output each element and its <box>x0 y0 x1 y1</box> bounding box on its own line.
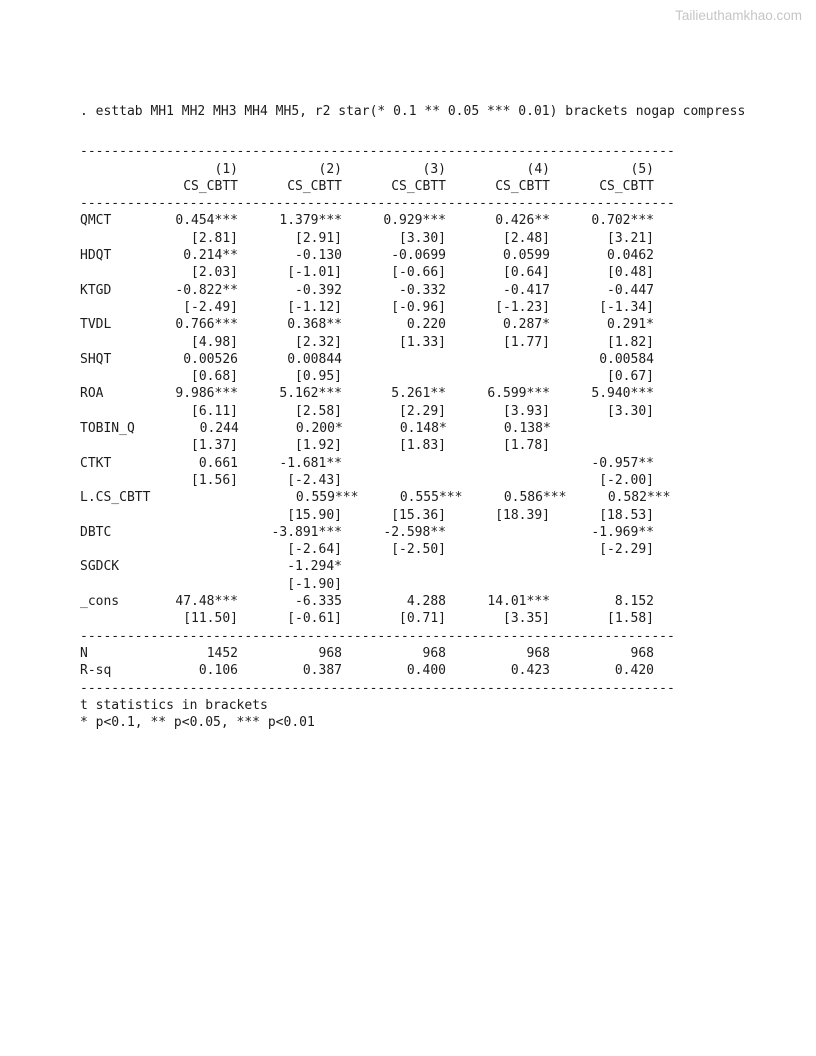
row-label: DBTC <box>80 524 112 540</box>
tstat-value: [3.35] <box>503 611 550 627</box>
coefficient-value: -1.969** <box>591 524 654 540</box>
row-label <box>80 437 134 454</box>
tstat-value <box>134 507 238 524</box>
coefficient-value <box>342 455 446 472</box>
tstat-value: [-2.29] <box>599 542 654 558</box>
stat-value: 968 <box>630 645 654 661</box>
coefficient-row <box>80 385 745 402</box>
tstat-value: [18.39] <box>495 507 550 523</box>
tstat-value <box>134 576 238 593</box>
row-label <box>80 161 134 178</box>
tstat-value: [1.82] <box>607 334 654 350</box>
row-label: QMCT <box>80 213 112 229</box>
stat-value: 0.400 <box>406 663 446 679</box>
tstat-value: [1.33] <box>399 334 446 350</box>
tstat-value: [3.21] <box>607 230 654 246</box>
coefficient-value: 0.00584 <box>599 351 654 367</box>
tstat-value: [1.77] <box>503 334 550 350</box>
tstat-row <box>80 403 745 420</box>
tstat-value <box>342 472 446 489</box>
tstat-value: [0.68] <box>191 369 238 385</box>
stata-command: . esttab MH1 MH2 MH3 MH4 MH5, r2 star(* 0.1 ** 0.05 *** 0.01) brackets nogap compress <box>80 104 746 119</box>
stat-value: 968 <box>318 645 342 661</box>
tstat-value: [4.98] <box>191 334 238 350</box>
coefficient-value: -0.130 <box>295 248 342 264</box>
coefficient-value: 9.986*** <box>175 386 238 402</box>
tstat-row <box>80 368 745 385</box>
coefficient-row <box>80 558 745 575</box>
depvar-name: CS_CBTT <box>287 178 342 194</box>
depvar-name: CS_CBTT <box>599 178 654 194</box>
tstat-value: [2.48] <box>503 230 550 246</box>
tstat-row <box>80 437 745 454</box>
tstat-value: [1.78] <box>503 438 550 454</box>
tstat-value: [11.50] <box>183 611 238 627</box>
tstat-value: [3.30] <box>399 230 446 246</box>
tstat-value: [1.37] <box>191 438 238 454</box>
coefficient-value: 0.368** <box>287 317 342 333</box>
coefficient-value: -0.332 <box>399 282 446 298</box>
coefficient-row <box>80 524 745 541</box>
coefficient-value: 0.200* <box>295 421 343 437</box>
tstat-value: [2.81] <box>191 230 238 246</box>
tstat-value <box>446 576 550 593</box>
model-number: (5) <box>630 161 654 177</box>
stat-value: 0.423 <box>510 663 550 679</box>
stat-value: 0.387 <box>302 663 342 679</box>
tstat-row <box>80 334 745 351</box>
note-significance-levels: * p<0.1, ** p<0.05, *** p<0.01 <box>80 715 315 731</box>
tstat-row <box>80 507 745 524</box>
coefficient-row <box>80 420 745 437</box>
table-body <box>80 212 745 627</box>
coefficient-value: -3.891*** <box>271 524 342 540</box>
tstat-value: [-1.34] <box>599 299 654 315</box>
tstat-value <box>446 368 550 385</box>
tstat-value <box>446 472 550 489</box>
tstat-value: [-1.12] <box>287 299 342 315</box>
coefficient-value: 0.148* <box>399 421 447 437</box>
tstat-value: [-2.50] <box>391 542 446 558</box>
row-label <box>80 230 134 247</box>
coefficient-value: 0.291* <box>607 317 654 333</box>
coefficient-value: -0.392 <box>295 282 342 298</box>
row-label: HDQT <box>80 248 112 264</box>
coefficient-value <box>446 351 550 368</box>
coefficient-value: -1.294* <box>287 559 342 575</box>
tstat-value: [3.30] <box>607 403 654 419</box>
tstat-value: [-2.43] <box>287 472 342 488</box>
stat-value: 0.106 <box>198 663 238 679</box>
model-number: (1) <box>214 161 238 177</box>
row-label <box>80 178 134 195</box>
coefficient-value <box>342 351 446 368</box>
stat-value: 1452 <box>206 645 238 661</box>
tstat-value: [-0.61] <box>287 611 342 627</box>
coefficient-value: -0.0699 <box>391 248 446 264</box>
tstat-value: [-2.49] <box>183 299 238 315</box>
tstat-value: [0.48] <box>607 265 654 281</box>
coefficient-value <box>134 558 238 575</box>
row-label: _cons <box>80 594 120 610</box>
row-label <box>80 299 134 316</box>
tstat-value <box>550 437 654 454</box>
row-label <box>80 264 134 281</box>
tstat-value <box>342 576 446 593</box>
coefficient-value: 0.555*** <box>399 490 463 506</box>
row-label <box>80 334 134 351</box>
coefficient-value: 5.261** <box>391 386 446 402</box>
coefficient-value: 6.599*** <box>487 386 550 402</box>
model-number: (3) <box>422 161 446 177</box>
coefficient-value: 1.379*** <box>279 213 342 229</box>
row-label: TOBIN_Q <box>80 421 135 437</box>
coefficient-value: -0.447 <box>607 282 654 298</box>
coefficient-value <box>551 420 655 437</box>
coefficient-value <box>134 524 238 541</box>
coefficient-value: 0.586*** <box>503 490 567 506</box>
coefficient-value: 0.220 <box>406 317 446 333</box>
note-tstatistics: t statistics in brackets <box>80 697 268 713</box>
tstat-value: [1.83] <box>399 438 446 454</box>
tstat-value <box>550 576 654 593</box>
row-label: SHQT <box>80 351 112 367</box>
coefficient-value: 0.929*** <box>383 213 446 229</box>
tstat-value: [-1.23] <box>495 299 550 315</box>
tstat-row <box>80 264 745 281</box>
stata-output <box>80 103 745 731</box>
coefficient-row <box>80 212 745 229</box>
coefficient-value: 0.138* <box>503 421 551 437</box>
model-number: (2) <box>318 161 342 177</box>
tstat-value: [3.93] <box>503 403 550 419</box>
tstat-row <box>80 299 745 316</box>
coefficient-value: 8.152 <box>614 594 654 610</box>
coefficient-value: 47.48*** <box>175 594 238 610</box>
tstat-row <box>80 610 745 627</box>
coefficient-row <box>80 455 745 472</box>
coefficient-value: 0.766*** <box>175 317 238 333</box>
coefficient-value: -0.417 <box>503 282 550 298</box>
coefficient-row <box>80 489 745 506</box>
row-label: SGDCK <box>80 559 120 575</box>
table-stats <box>80 645 745 680</box>
tstat-value <box>134 541 238 558</box>
row-label <box>80 368 134 385</box>
coefficient-value <box>446 524 550 541</box>
stat-value: 968 <box>526 645 550 661</box>
row-label <box>80 576 134 593</box>
tstat-value: [-1.01] <box>287 265 342 281</box>
coefficient-value: 0.426** <box>495 213 550 229</box>
stat-row <box>80 662 745 679</box>
tstat-value: [2.91] <box>295 230 342 246</box>
coefficient-value: -0.957** <box>591 455 654 471</box>
tstat-value: [0.64] <box>503 265 550 281</box>
tstat-value: [1.58] <box>607 611 654 627</box>
coefficient-value: 5.162*** <box>279 386 342 402</box>
coefficient-value: -0.822** <box>175 282 238 298</box>
tstat-value: [6.11] <box>191 403 238 419</box>
row-label <box>80 403 134 420</box>
coefficient-value <box>550 558 654 575</box>
coefficient-value: 0.287* <box>503 317 550 333</box>
tstat-value: [2.03] <box>191 265 238 281</box>
coefficient-value: 0.454*** <box>175 213 238 229</box>
coefficient-value: 0.661 <box>198 455 238 471</box>
tstat-value <box>446 541 550 558</box>
tstat-value: [-1.90] <box>287 576 342 592</box>
coefficient-row <box>80 282 745 299</box>
table-header <box>80 161 745 196</box>
coefficient-value: 0.0599 <box>503 248 550 264</box>
depvar-name: CS_CBTT <box>183 178 238 194</box>
separator-line: ---------------------------------------------------------------------------- <box>80 196 675 212</box>
coefficient-value <box>446 558 550 575</box>
coefficient-value <box>342 558 446 575</box>
separator-line: ---------------------------------------------------------------------------- <box>80 628 675 644</box>
coefficient-value: 0.214** <box>183 248 238 264</box>
depvar-name: CS_CBTT <box>495 178 550 194</box>
row-label <box>80 472 134 489</box>
tstat-value: [0.95] <box>295 369 342 385</box>
tstat-value: [-0.96] <box>391 299 446 315</box>
tstat-row <box>80 230 745 247</box>
row-label: KTGD <box>80 282 112 298</box>
tstat-value <box>342 368 446 385</box>
tstat-value: [2.29] <box>399 403 446 419</box>
tstat-value: [18.53] <box>599 507 654 523</box>
coefficient-value: 0.0462 <box>607 248 654 264</box>
stat-row <box>80 645 745 662</box>
coefficient-value <box>150 489 254 506</box>
tstat-value: [-2.00] <box>599 472 654 488</box>
row-label: R-sq <box>80 663 112 679</box>
tstat-value: [1.92] <box>295 438 342 454</box>
model-number: (4) <box>526 161 550 177</box>
coefficient-value: 14.01*** <box>487 594 550 610</box>
tstat-value: [-2.64] <box>287 542 342 558</box>
coefficient-value: 4.288 <box>406 594 446 610</box>
tstat-row <box>80 472 745 489</box>
separator-line: ---------------------------------------------------------------------------- <box>80 680 675 696</box>
coefficient-row <box>80 247 745 264</box>
row-label: L.CS_CBTT <box>80 490 151 506</box>
coefficient-value: 0.00844 <box>287 351 342 367</box>
row-label: ROA <box>80 386 104 402</box>
tstat-value: [-0.66] <box>391 265 446 281</box>
tstat-value: [2.58] <box>295 403 342 419</box>
separator-line: ---------------------------------------------------------------------------- <box>80 144 675 160</box>
coefficient-value: 0.00526 <box>183 351 238 367</box>
tstat-value: [15.90] <box>287 507 342 523</box>
tstat-value: [2.32] <box>295 334 342 350</box>
coefficient-value: 0.582*** <box>607 490 671 506</box>
row-label <box>80 541 134 558</box>
tstat-value: [0.67] <box>607 369 654 385</box>
stat-value: 968 <box>422 645 446 661</box>
coefficient-value: -2.598** <box>383 524 446 540</box>
depvar-name: CS_CBTT <box>391 178 446 194</box>
depvar-row <box>80 178 745 195</box>
coefficient-value: 0.702*** <box>591 213 654 229</box>
row-label: CTKT <box>80 455 112 471</box>
stat-value: 0.420 <box>614 663 654 679</box>
coefficient-value: 0.559*** <box>295 490 359 506</box>
coefficient-value: 0.244 <box>199 421 239 437</box>
coefficient-row <box>80 351 745 368</box>
coefficient-row <box>80 593 745 610</box>
watermark: Tailieuthamkhao.com <box>675 8 802 23</box>
coefficient-value: 5.940*** <box>591 386 654 402</box>
row-label: N <box>80 645 88 661</box>
row-label <box>80 507 134 524</box>
coefficient-value: -1.681** <box>279 455 342 471</box>
tstat-row <box>80 576 745 593</box>
tstat-row <box>80 541 745 558</box>
row-label: TVDL <box>80 317 112 333</box>
tstat-value: [1.56] <box>191 472 238 488</box>
coefficient-value: -6.335 <box>295 594 342 610</box>
coefficient-value <box>446 455 550 472</box>
tstat-value: [15.36] <box>391 507 446 523</box>
model-number-row <box>80 161 745 178</box>
tstat-value: [0.71] <box>399 611 446 627</box>
row-label <box>80 610 134 627</box>
coefficient-row <box>80 316 745 333</box>
